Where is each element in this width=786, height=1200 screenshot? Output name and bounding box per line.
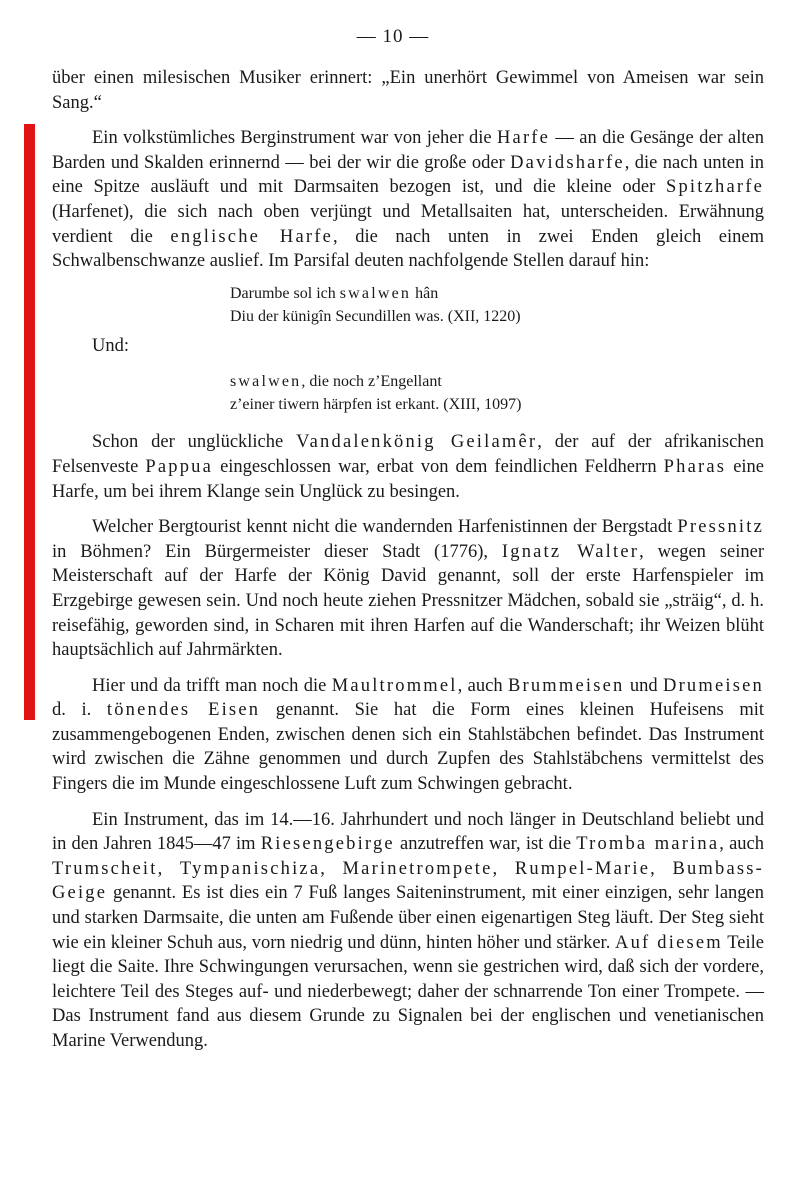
verse-line bbox=[230, 305, 764, 328]
margin-highlight-bar bbox=[24, 124, 35, 720]
text-run: , bbox=[157, 858, 180, 879]
text-run: , auch bbox=[457, 675, 508, 696]
spaced-emphasis: Harfe bbox=[496, 128, 551, 149]
spaced-emphasis: Marinetrompete bbox=[342, 858, 493, 879]
spaced-emphasis: Rumpel-Marie bbox=[514, 858, 651, 879]
spaced-emphasis: Bumbass-Geige bbox=[52, 858, 765, 904]
spaced-emphasis: tönendes Eisen bbox=[106, 700, 261, 721]
text-run: und bbox=[624, 675, 664, 696]
text-run: z’einer tiwern härpfen ist erkant. (XIII, 1097) bbox=[230, 396, 522, 414]
text-run: , wegen seiner Meisterschaft auf der Harfe der König David genannt, soll der erste Harfenspieler im Erzgebirge gewesen sein. Und noch heute ziehen Pressnitzer Mädchen, sobald sie „sträig“, d. h. reisefähig, geworden sind, in Scharen mit ihren Harfen auf die Wanderschaft; ihr Weizen blüht hauptsächlich auf Jahrmärkten. bbox=[52, 541, 764, 661]
spaced-emphasis: Maultrommel bbox=[331, 675, 458, 696]
paragraph bbox=[52, 515, 764, 663]
text-run: über einen milesischen Musiker erinnert: „Ein unerhört Gewimmel von Ameisen war sein Sang.“ bbox=[52, 68, 764, 113]
spaced-emphasis: Pappua bbox=[145, 456, 214, 477]
text-run: genannt. Sie hat die Form eines kleinen Hufeisens mit zusammengebogenen Enden, zwischen denen sich ein Stahlstäbchen befindet. Das Instrument wird zwischen die Zähne genommen und durch Zupfen des Stahlstäbchens vermittelst des Fingers die im Munde eingeschlossene Luft zum Schwingen gebracht. bbox=[52, 700, 765, 795]
spaced-emphasis: Riesengebirge bbox=[260, 834, 395, 855]
paragraph bbox=[52, 808, 764, 1054]
page-number: — 10 — bbox=[356, 26, 430, 47]
verse-line bbox=[230, 282, 764, 305]
text-run: Teile liegt die Saite. Ihre Schwingungen verursachen, wenn sie gestrichen wird, daß sich der vordere, leichtere Teil des Steges auf- und niederbewegt; daher der schnarrende Ton einer Trompete. — Das Instrument fand aus diesem Grunde zu Signalen bei der englischen und venetianischen Marine Verwendung. bbox=[52, 932, 764, 1051]
text-run: Diu der künigîn Secundillen was. (XII, 1220) bbox=[230, 307, 521, 325]
text-run: eine Harfe, um bei ihrem Klange sein Unglück zu besingen. bbox=[52, 456, 765, 502]
text-run: Hier und da trifft man noch die bbox=[92, 675, 332, 696]
verse-quote bbox=[230, 370, 764, 416]
text-run: , die noch z’Engellant bbox=[301, 373, 442, 391]
spaced-emphasis: Tympanischiza bbox=[179, 858, 321, 879]
text-run: eingeschlossen war, erbat von dem feindlichen Feldherrn bbox=[213, 456, 664, 477]
spaced-emphasis: Tromba marina bbox=[576, 834, 720, 855]
text-run: Ein Instrument, das im 14.—16. Jahrhundert und noch länger in Deutschland beliebt und in den Jahren 1845—47 im bbox=[52, 809, 764, 855]
text-run: (Harfenet), die sich nach oben verjüngt und Metallsaiten hat, unterscheiden. Erwähnung verdient die bbox=[52, 201, 764, 247]
text-run: anzutreffen war, ist die bbox=[394, 834, 577, 855]
text-run: , bbox=[320, 858, 343, 879]
paragraph bbox=[52, 66, 764, 115]
text-run: , die nach unten in zwei Enden gleich einem Schwalbenschwanze auslief. Im Parsifal deuten nachfolgende Stellen darauf hin: bbox=[52, 226, 765, 272]
spaced-emphasis: Brummeisen bbox=[507, 675, 625, 696]
paragraph bbox=[52, 126, 764, 274]
verse-line bbox=[230, 393, 764, 416]
spaced-emphasis: Drumeisen bbox=[663, 675, 764, 696]
spaced-emphasis: Auf diesem bbox=[615, 932, 723, 953]
spaced-emphasis: Pharas bbox=[663, 456, 727, 477]
paragraph bbox=[52, 430, 764, 504]
spaced-emphasis: englische Harfe bbox=[170, 226, 333, 247]
text-run: genannt. Es ist dies ein 7 Fuß langes Saiteninstrument, mit einer einzigen, sehr langen und starken Darmsaite, die unten am Fußende über einen eigenartigen Steg läuft. Der Steg sieht wie ein kleiner Schuh aus, vorn niedrig und dünn, hinten höher und stärker. bbox=[52, 883, 764, 953]
spaced-emphasis: Trumscheit bbox=[52, 858, 158, 879]
verse-quote bbox=[230, 282, 764, 328]
text-run: , die nach unten in eine Spitze ausläuft und mit Darmsaiten bezogen ist, und die kleine oder bbox=[52, 152, 765, 198]
spaced-emphasis: Spitzharfe bbox=[665, 177, 764, 198]
spaced-emphasis: swalwen bbox=[230, 373, 302, 391]
text-run: , der auf der afrikanischen Felsenveste bbox=[52, 432, 764, 477]
spaced-emphasis: Pressnitz bbox=[677, 517, 764, 538]
text-run: in Böhmen? Ein Bürgermeister dieser Stadt (1776), bbox=[52, 541, 502, 562]
text-run: Ein volkstümliches Berginstrument war von jeher die bbox=[92, 128, 497, 149]
text-run: , auch bbox=[719, 834, 764, 855]
spaced-emphasis: Vandalenkönig Geilamêr bbox=[296, 432, 538, 453]
page-body bbox=[52, 66, 764, 1054]
verse-line bbox=[230, 370, 764, 393]
verse-connector: Und: bbox=[92, 335, 129, 356]
text-run: , bbox=[492, 858, 515, 879]
text-run: Schon der unglückliche bbox=[92, 432, 297, 453]
text-run: hân bbox=[411, 284, 439, 302]
spaced-emphasis: swalwen bbox=[339, 284, 412, 302]
text-run: , bbox=[650, 858, 673, 879]
text-run: Welcher Bergtourist kennt nicht die wandernden Harfenistinnen der Bergstadt bbox=[92, 517, 678, 538]
paragraph bbox=[52, 674, 764, 797]
text-run: — an die Gesänge der alten Barden und Skalden erinnernd — bei der wir die große oder bbox=[52, 128, 764, 173]
spaced-emphasis: Davidsharfe bbox=[510, 152, 625, 173]
spaced-emphasis: Ignatz Walter bbox=[501, 541, 640, 562]
text-run: Darumbe sol ich bbox=[230, 284, 340, 302]
text-run: d. i. bbox=[52, 700, 107, 721]
